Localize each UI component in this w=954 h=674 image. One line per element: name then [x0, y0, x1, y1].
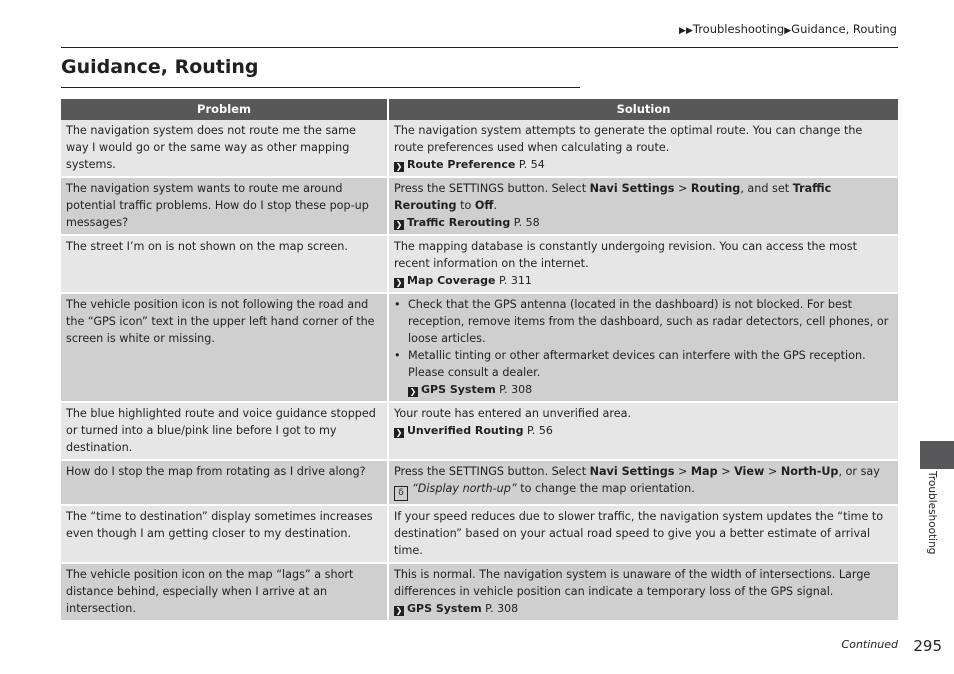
solution-text: The navigation system attempts to generate the optimal route. You can change the route preferences used when calculating a route.	[394, 124, 863, 154]
breadcrumb-current: Guidance, Routing	[791, 22, 897, 36]
solution-text: >	[674, 182, 691, 195]
solution-text: Press the SETTINGS button. Select	[394, 465, 590, 478]
bullet-text: Metallic tinting or other aftermarket devices can interfere with the GPS reception. Please consult a dealer.	[408, 349, 866, 379]
voice-command-icon: ẟ	[394, 486, 408, 501]
solution-cell	[388, 505, 898, 563]
table-row	[61, 235, 898, 293]
menu-keyword: Navi Settings	[589, 465, 675, 478]
page-reference[interactable]	[394, 600, 893, 617]
top-divider	[61, 47, 898, 48]
solution-cell	[388, 120, 898, 177]
problem-cell: The vehicle position icon on the map “lags” a short distance behind, especially when I arrive at an intersection.	[61, 563, 388, 620]
reference-page: P. 58	[513, 216, 540, 229]
reference-title: GPS System	[421, 383, 496, 396]
reference-arrow-icon: ❯	[395, 278, 403, 287]
solution-text: >	[674, 465, 691, 478]
solution-text: The mapping database is constantly undergoing revision. You can access the most recent information on the internet.	[394, 240, 857, 270]
menu-keyword: Traffic Rerouting	[394, 182, 832, 212]
solution-text: If your speed reduces due to slower traffic, the navigation system updates the “time to destination” based on your actual road speed to give you a better estimate of arrival time.	[394, 510, 884, 557]
solution-text: , and set	[740, 182, 793, 195]
voice-command-text: “Display north-up”	[412, 482, 517, 495]
menu-keyword: Routing	[690, 182, 741, 195]
bullet-icon: •	[394, 349, 401, 362]
problem-cell: The vehicle position icon is not following the road and the “GPS icon” text in the upper left hand corner of the screen is white or missing.	[61, 293, 388, 402]
solution-text: Your route has entered an unverified area.	[394, 407, 632, 420]
solution-cell	[388, 177, 898, 235]
solution-cell	[388, 293, 898, 402]
breadcrumb-section[interactable]: Troubleshooting	[692, 22, 785, 36]
solution-text: Press the SETTINGS button. Select	[394, 182, 590, 195]
menu-keyword: Map	[690, 465, 718, 478]
problem-cell: How do I stop the map from rotating as I drive along?	[61, 460, 388, 505]
reference-page: P. 54	[518, 158, 545, 171]
table-row	[61, 402, 898, 460]
table-header-row	[61, 99, 898, 120]
page-number: 295	[913, 637, 942, 655]
solution-cell	[388, 460, 898, 505]
breadcrumb	[679, 22, 897, 36]
page-reference[interactable]	[394, 156, 893, 173]
solution-cell	[388, 402, 898, 460]
page-title: Guidance, Routing	[61, 56, 259, 78]
solution-text: to	[456, 199, 475, 212]
bullet-item	[394, 347, 893, 381]
table-row	[61, 177, 898, 235]
bullet-item	[394, 296, 893, 347]
table-row	[61, 505, 898, 563]
reference-title: GPS System	[407, 602, 482, 615]
reference-arrow-icon: ❯	[409, 387, 417, 396]
reference-arrow-icon: ❯	[395, 162, 403, 171]
reference-title: Route Preference	[407, 158, 516, 171]
page-reference[interactable]	[394, 381, 893, 398]
table-row	[61, 563, 898, 620]
problem-cell: The navigation system does not route me the same way I would go or the same way as other mapping systems.	[61, 120, 388, 177]
reference-arrow-icon: ❯	[395, 606, 403, 615]
menu-keyword: View	[734, 465, 765, 478]
problem-cell: The blue highlighted route and voice guidance stopped or turned into a blue/pink line before I got to my destination.	[61, 402, 388, 460]
reference-arrow-icon: ❯	[395, 220, 403, 229]
page-reference[interactable]	[394, 214, 893, 231]
troubleshooting-table	[61, 99, 898, 620]
solution-text: >	[764, 465, 781, 478]
problem-cell: The street I’m on is not shown on the map screen.	[61, 235, 388, 293]
page-reference[interactable]	[394, 422, 893, 439]
reference-page: P. 308	[499, 383, 533, 396]
bullet-icon: •	[394, 298, 401, 311]
column-header-problem: Problem	[61, 99, 388, 120]
table-row	[61, 460, 898, 505]
breadcrumb-arrows-icon: ▶▶	[679, 26, 693, 36]
solution-text: to change the map orientation.	[516, 482, 695, 495]
problem-cell: The “time to destination” display sometimes increases even though I am getting closer to my destination.	[61, 505, 388, 563]
section-tab[interactable]	[920, 441, 954, 469]
breadcrumb-separator-icon: ▶	[784, 26, 792, 36]
reference-page: P. 311	[499, 274, 532, 287]
problem-cell: The navigation system wants to route me around potential traffic problems. How do I stop these pop-up messages?	[61, 177, 388, 235]
section-tab-label	[924, 471, 938, 571]
table-row	[61, 120, 898, 177]
reference-title: Unverified Routing	[407, 424, 524, 437]
column-header-solution: Solution	[388, 99, 898, 120]
title-divider	[61, 87, 580, 88]
solution-cell	[388, 235, 898, 293]
solution-cell	[388, 563, 898, 620]
bullet-text: Check that the GPS antenna (located in the dashboard) is not blocked. For best reception, remove items from the dashboard, such as radar detectors, cell phones, or loose articles.	[408, 298, 889, 345]
solution-text: .	[493, 199, 498, 212]
reference-page: P. 56	[527, 424, 553, 437]
solution-text: >	[717, 465, 735, 478]
reference-title: Traffic Rerouting	[407, 216, 511, 229]
solution-text: This is normal. The navigation system is unaware of the width of intersections. Large differences in vehicle position can indicate a temporary loss of the GPS signal.	[394, 568, 871, 598]
reference-title: Map Coverage	[407, 274, 496, 287]
solution-text: , or say	[838, 465, 880, 478]
table-row	[61, 293, 898, 402]
reference-page: P. 308	[485, 602, 519, 615]
menu-keyword: North-Up	[780, 465, 839, 478]
continued-note: Continued	[841, 638, 898, 651]
reference-arrow-icon: ❯	[395, 428, 403, 437]
menu-keyword: Navi Settings	[589, 182, 675, 195]
page-reference[interactable]	[394, 272, 893, 289]
menu-keyword: Off	[474, 199, 494, 212]
section-tab-text: Troubleshooting	[926, 471, 938, 555]
